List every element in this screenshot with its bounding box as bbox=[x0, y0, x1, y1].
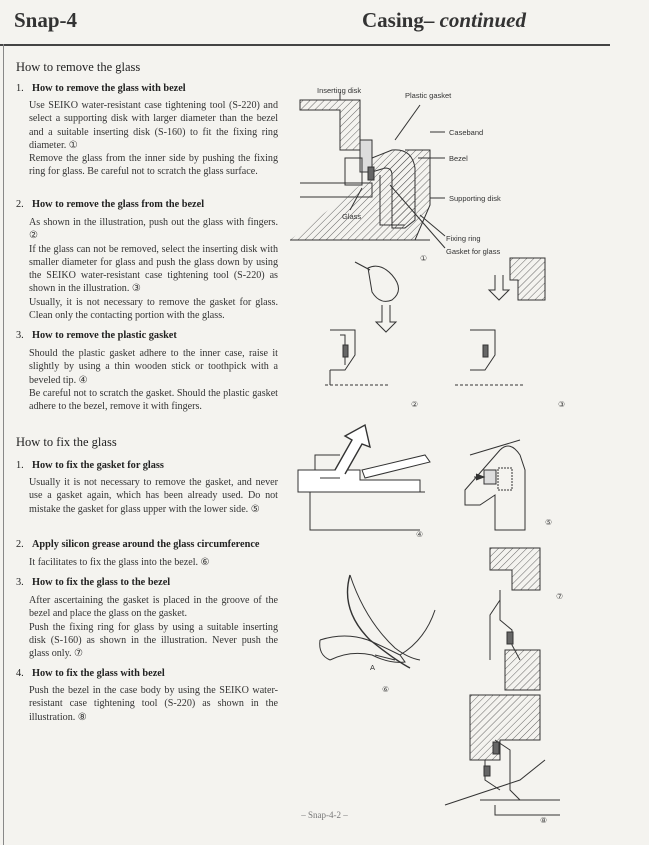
section-title-remove: How to remove the glass bbox=[16, 60, 141, 74]
figure-2-finger-push bbox=[325, 262, 399, 385]
page-title-dash: – bbox=[423, 8, 440, 32]
paragraph: If the glass can not be removed, select the inserting disk with smaller diameter for glass and push the glass down by using the SEIKO water-resistant case tightening tool (S-220) as shown in the illustration. ③ bbox=[29, 243, 278, 295]
paragraph: After ascertaining the gasket is placed in the groove of the bezel and place the glass on the gasket. bbox=[29, 595, 278, 620]
page-title-main: Casing bbox=[362, 8, 424, 32]
step-number: 1. bbox=[16, 460, 24, 471]
paragraph: Be careful not to scratch the gasket. Should the plastic gasket adhere to the bezel, remove it with fingers. bbox=[29, 387, 278, 413]
step-title: How to fix the glass with bezel bbox=[32, 668, 165, 679]
label-glass: Glass bbox=[342, 212, 362, 221]
page-title-continued: continued bbox=[439, 8, 526, 32]
section-code: Snap-4 bbox=[14, 8, 78, 32]
step-title: How to fix the glass to the bezel bbox=[32, 577, 171, 588]
step-number: 3. bbox=[16, 330, 24, 341]
label-inserting-disk: Inserting disk bbox=[317, 86, 362, 95]
paragraph: Usually, it is not necessary to remove the gasket for glass. Clean only the contacting portion with the glass. bbox=[29, 296, 278, 322]
figure-number-6: ⑥ bbox=[382, 685, 390, 694]
figure-3-disk-push bbox=[455, 258, 545, 385]
figure-4-raise-gasket bbox=[298, 425, 430, 530]
paragraph: Use SEIKO water-resistant case tightening tool (S-220) and select a supporting disk with larger diameter than the bezel and a suitable inserting disk (S-160) to fit the fixing ring diameter. ① bbox=[29, 100, 278, 151]
step-title: How to remove the plastic gasket bbox=[32, 330, 177, 341]
step-number: 3. bbox=[16, 577, 24, 588]
paragraph: Remove the glass from the inner side by pushing the fixing ring for glass. Be careful not to scratch the glass surface. bbox=[29, 153, 278, 178]
step-number: 4. bbox=[16, 668, 24, 679]
figure-number-3: ③ bbox=[558, 400, 566, 409]
paragraph: It facilitates to fix the glass into the bezel. ⑥ bbox=[29, 557, 210, 568]
label-caseband: Caseband bbox=[449, 128, 484, 137]
figure-number-5: ⑤ bbox=[545, 518, 553, 527]
figure-5-gasket-orientation bbox=[465, 440, 525, 530]
step-title: How to remove the glass from the bezel bbox=[32, 199, 205, 210]
figure-number-8: ⑧ bbox=[540, 816, 548, 825]
figure-number-7: ⑦ bbox=[556, 592, 564, 601]
figure-6-apply-grease bbox=[320, 575, 435, 668]
paragraph: Usually it is not necessary to remove the gasket, and never use a gasket again, which has been already used. Do not mistake the gasket for glass upper with the lower side. ⑤ bbox=[29, 477, 278, 515]
figure-number-2: ② bbox=[411, 400, 419, 409]
figure-number-1: ① bbox=[420, 254, 428, 263]
paragraph: Push the fixing ring for glass by using a suitable inserting disk (S-160) as shown in the illustration. Never push the glass only. ⑦ bbox=[29, 621, 278, 660]
label-supporting-disk: Supporting disk bbox=[449, 194, 501, 203]
step-title: Apply silicon grease around the glass circumference bbox=[32, 539, 260, 550]
label-bezel: Bezel bbox=[449, 154, 468, 163]
figure-8-fix-bezel bbox=[445, 695, 560, 815]
step-title: How to fix the gasket for glass bbox=[32, 460, 164, 471]
label-fixing-ring: Fixing ring bbox=[446, 234, 481, 243]
step-title: How to remove the glass with bezel bbox=[32, 83, 186, 94]
step-number: 1. bbox=[16, 83, 24, 94]
figure-1-case-section bbox=[290, 92, 445, 248]
label-gasket-for-glass: Gasket for glass bbox=[446, 247, 501, 256]
section-title-fix: How to fix the glass bbox=[16, 435, 117, 449]
paragraph: Should the plastic gasket adhere to the inner case, raise it slightly by using a thin wooden stick or toothpick with a beveled tip. ④ bbox=[29, 348, 278, 386]
step-number: 2. bbox=[16, 539, 24, 550]
paragraph: As shown in the illustration, push out the glass with fingers. ② bbox=[29, 217, 278, 242]
figure-7-fix-glass bbox=[490, 548, 540, 690]
label-plastic-gasket: Plastic gasket bbox=[405, 91, 452, 100]
page-footer: – Snap-4-2 – bbox=[301, 810, 348, 820]
figure-number-4: ④ bbox=[416, 530, 424, 539]
label-a: A bbox=[370, 663, 376, 672]
step-number: 2. bbox=[16, 199, 24, 210]
paragraph: Push the bezel in the case body by using the SEIKO water-resistant case tightening tool (S-220) as shown in the illustration. ⑧ bbox=[29, 685, 278, 723]
